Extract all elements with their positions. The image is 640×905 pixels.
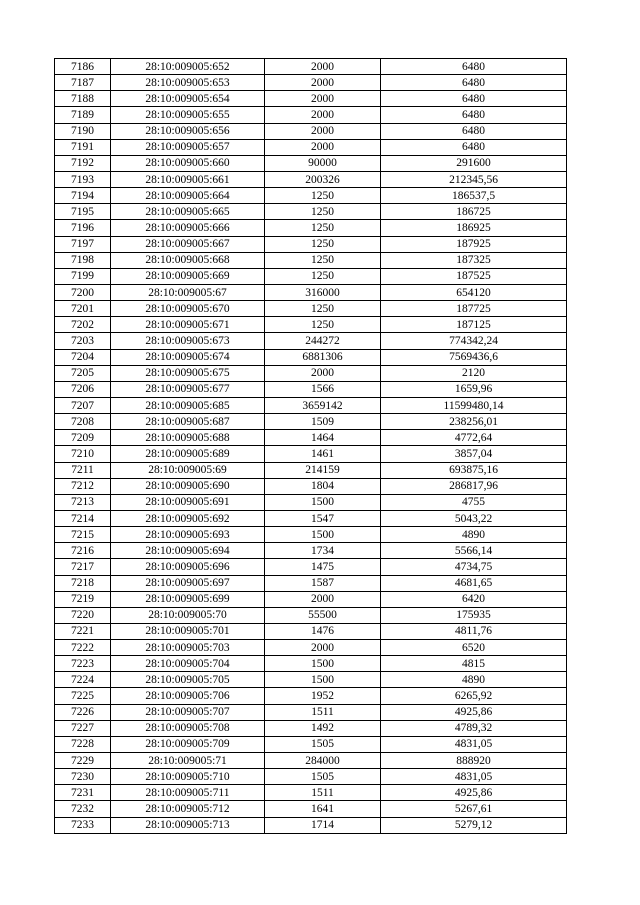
area-cell: 3659142 [265, 397, 381, 413]
cadastral-number-cell: 28:10:009005:697 [111, 575, 265, 591]
area-cell: 1250 [265, 236, 381, 252]
cadastral-number-cell: 28:10:009005:654 [111, 91, 265, 107]
cadastral-number-cell: 28:10:009005:666 [111, 220, 265, 236]
value-cell: 291600 [381, 155, 567, 171]
cadastral-number-cell: 28:10:009005:692 [111, 510, 265, 526]
cadastral-number-cell: 28:10:009005:706 [111, 688, 265, 704]
table-row [55, 607, 567, 623]
value-cell: 654120 [381, 284, 567, 300]
cadastral-number-cell: 28:10:009005:660 [111, 155, 265, 171]
row-number-cell: 7193 [55, 171, 111, 187]
area-cell: 90000 [265, 155, 381, 171]
area-cell: 2000 [265, 139, 381, 155]
row-number-cell: 7187 [55, 75, 111, 91]
cadastral-number-cell: 28:10:009005:685 [111, 397, 265, 413]
area-cell: 1250 [265, 252, 381, 268]
area-cell: 1492 [265, 720, 381, 736]
area-cell: 1250 [265, 204, 381, 220]
value-cell: 774342,24 [381, 333, 567, 349]
cadastral-number-cell: 28:10:009005:709 [111, 736, 265, 752]
table-row [55, 414, 567, 430]
area-cell: 1476 [265, 623, 381, 639]
cadastral-number-cell: 28:10:009005:704 [111, 656, 265, 672]
area-cell: 1461 [265, 446, 381, 462]
cadastral-number-cell: 28:10:009005:705 [111, 672, 265, 688]
table-row [55, 591, 567, 607]
row-number-cell: 7204 [55, 349, 111, 365]
row-number-cell: 7230 [55, 769, 111, 785]
area-cell: 1587 [265, 575, 381, 591]
cadastral-number-cell: 28:10:009005:668 [111, 252, 265, 268]
value-cell: 238256,01 [381, 414, 567, 430]
table-row [55, 268, 567, 284]
row-number-cell: 7192 [55, 155, 111, 171]
area-cell: 1734 [265, 543, 381, 559]
row-number-cell: 7224 [55, 672, 111, 688]
value-cell: 1659,96 [381, 381, 567, 397]
value-cell: 6480 [381, 139, 567, 155]
value-cell: 175935 [381, 607, 567, 623]
row-number-cell: 7211 [55, 462, 111, 478]
value-cell: 4831,05 [381, 736, 567, 752]
value-cell: 6420 [381, 591, 567, 607]
value-cell: 5566,14 [381, 543, 567, 559]
row-number-cell: 7225 [55, 688, 111, 704]
value-cell: 187325 [381, 252, 567, 268]
row-number-cell: 7195 [55, 204, 111, 220]
row-number-cell: 7223 [55, 656, 111, 672]
table-row [55, 155, 567, 171]
row-number-cell: 7203 [55, 333, 111, 349]
table-row [55, 559, 567, 575]
row-number-cell: 7228 [55, 736, 111, 752]
area-cell: 1511 [265, 704, 381, 720]
table-row [55, 462, 567, 478]
row-number-cell: 7201 [55, 301, 111, 317]
cadastral-number-cell: 28:10:009005:677 [111, 381, 265, 397]
cadastral-number-cell: 28:10:009005:656 [111, 123, 265, 139]
table-row [55, 204, 567, 220]
value-cell: 4890 [381, 672, 567, 688]
area-cell: 1500 [265, 494, 381, 510]
value-cell: 4734,75 [381, 559, 567, 575]
row-number-cell: 7213 [55, 494, 111, 510]
row-number-cell: 7227 [55, 720, 111, 736]
row-number-cell: 7209 [55, 430, 111, 446]
cadastral-number-cell: 28:10:009005:699 [111, 591, 265, 607]
value-cell: 4890 [381, 527, 567, 543]
cadastral-number-cell: 28:10:009005:689 [111, 446, 265, 462]
area-cell: 2000 [265, 75, 381, 91]
table-row [55, 575, 567, 591]
cadastral-number-cell: 28:10:009005:653 [111, 75, 265, 91]
table-row [55, 817, 567, 833]
table-row [55, 640, 567, 656]
cadastral-number-cell: 28:10:009005:669 [111, 268, 265, 284]
row-number-cell: 7190 [55, 123, 111, 139]
table-row [55, 91, 567, 107]
value-cell: 5267,61 [381, 801, 567, 817]
table-row [55, 543, 567, 559]
value-cell: 6265,92 [381, 688, 567, 704]
area-cell: 1464 [265, 430, 381, 446]
row-number-cell: 7208 [55, 414, 111, 430]
row-number-cell: 7197 [55, 236, 111, 252]
cadastral-number-cell: 28:10:009005:657 [111, 139, 265, 155]
cadastral-number-cell: 28:10:009005:703 [111, 640, 265, 656]
value-cell: 4681,65 [381, 575, 567, 591]
table-row [55, 672, 567, 688]
value-cell: 4815 [381, 656, 567, 672]
cadastral-number-cell: 28:10:009005:711 [111, 785, 265, 801]
table-row [55, 349, 567, 365]
table-body [55, 59, 567, 834]
table-row [55, 769, 567, 785]
table-row [55, 510, 567, 526]
value-cell: 4925,86 [381, 785, 567, 801]
row-number-cell: 7189 [55, 107, 111, 123]
cadastral-number-cell: 28:10:009005:701 [111, 623, 265, 639]
value-cell: 4925,86 [381, 704, 567, 720]
area-cell: 200326 [265, 171, 381, 187]
cadastral-number-cell: 28:10:009005:707 [111, 704, 265, 720]
table-row [55, 656, 567, 672]
cadastral-number-cell: 28:10:009005:664 [111, 188, 265, 204]
area-cell: 1475 [265, 559, 381, 575]
table-row [55, 301, 567, 317]
table-row [55, 753, 567, 769]
row-number-cell: 7199 [55, 268, 111, 284]
table-row [55, 365, 567, 381]
table-row [55, 123, 567, 139]
cadastral-number-cell: 28:10:009005:671 [111, 317, 265, 333]
cadastral-number-cell: 28:10:009005:661 [111, 171, 265, 187]
row-number-cell: 7215 [55, 527, 111, 543]
cadastral-number-cell: 28:10:009005:694 [111, 543, 265, 559]
area-cell: 1641 [265, 801, 381, 817]
value-cell: 888920 [381, 753, 567, 769]
row-number-cell: 7207 [55, 397, 111, 413]
value-cell: 6480 [381, 59, 567, 75]
table-row [55, 236, 567, 252]
area-cell: 244272 [265, 333, 381, 349]
row-number-cell: 7233 [55, 817, 111, 833]
table-row [55, 284, 567, 300]
cadastral-number-cell: 28:10:009005:675 [111, 365, 265, 381]
table-row [55, 188, 567, 204]
area-cell: 1500 [265, 672, 381, 688]
area-cell: 2000 [265, 91, 381, 107]
table-row [55, 688, 567, 704]
table-row [55, 107, 567, 123]
row-number-cell: 7206 [55, 381, 111, 397]
table-row [55, 139, 567, 155]
row-number-cell: 7222 [55, 640, 111, 656]
cadastral-number-cell: 28:10:009005:67 [111, 284, 265, 300]
row-number-cell: 7217 [55, 559, 111, 575]
table-row [55, 446, 567, 462]
value-cell: 693875,16 [381, 462, 567, 478]
row-number-cell: 7205 [55, 365, 111, 381]
row-number-cell: 7210 [55, 446, 111, 462]
value-cell: 4755 [381, 494, 567, 510]
area-cell: 2000 [265, 591, 381, 607]
table-row [55, 381, 567, 397]
cadastral-number-cell: 28:10:009005:665 [111, 204, 265, 220]
value-cell: 5279,12 [381, 817, 567, 833]
row-number-cell: 7198 [55, 252, 111, 268]
area-cell: 1250 [265, 317, 381, 333]
row-number-cell: 7196 [55, 220, 111, 236]
table-row [55, 720, 567, 736]
table-row [55, 59, 567, 75]
area-cell: 2000 [265, 107, 381, 123]
value-cell: 6520 [381, 640, 567, 656]
table-row [55, 171, 567, 187]
area-cell: 1250 [265, 220, 381, 236]
cadastral-number-cell: 28:10:009005:674 [111, 349, 265, 365]
area-cell: 1511 [265, 785, 381, 801]
area-cell: 1509 [265, 414, 381, 430]
value-cell: 4831,05 [381, 769, 567, 785]
area-cell: 1500 [265, 656, 381, 672]
row-number-cell: 7214 [55, 510, 111, 526]
row-number-cell: 7216 [55, 543, 111, 559]
area-cell: 1250 [265, 268, 381, 284]
row-number-cell: 7188 [55, 91, 111, 107]
value-cell: 2120 [381, 365, 567, 381]
row-number-cell: 7212 [55, 478, 111, 494]
area-cell: 2000 [265, 640, 381, 656]
area-cell: 316000 [265, 284, 381, 300]
area-cell: 1566 [265, 381, 381, 397]
table-row [55, 430, 567, 446]
table-row [55, 220, 567, 236]
value-cell: 4772,64 [381, 430, 567, 446]
cadastral-number-cell: 28:10:009005:673 [111, 333, 265, 349]
row-number-cell: 7226 [55, 704, 111, 720]
value-cell: 7569436,6 [381, 349, 567, 365]
value-cell: 186537,5 [381, 188, 567, 204]
row-number-cell: 7202 [55, 317, 111, 333]
row-number-cell: 7219 [55, 591, 111, 607]
table-row [55, 333, 567, 349]
value-cell: 5043,22 [381, 510, 567, 526]
value-cell: 6480 [381, 91, 567, 107]
area-cell: 55500 [265, 607, 381, 623]
land-plots-table [54, 58, 567, 834]
row-number-cell: 7220 [55, 607, 111, 623]
value-cell: 212345,56 [381, 171, 567, 187]
cadastral-number-cell: 28:10:009005:71 [111, 753, 265, 769]
cadastral-number-cell: 28:10:009005:690 [111, 478, 265, 494]
table-row [55, 704, 567, 720]
cadastral-number-cell: 28:10:009005:670 [111, 301, 265, 317]
area-cell: 1547 [265, 510, 381, 526]
value-cell: 187125 [381, 317, 567, 333]
row-number-cell: 7191 [55, 139, 111, 155]
row-number-cell: 7229 [55, 753, 111, 769]
table-row [55, 527, 567, 543]
value-cell: 3857,04 [381, 446, 567, 462]
cadastral-number-cell: 28:10:009005:708 [111, 720, 265, 736]
table-row [55, 75, 567, 91]
table-row [55, 317, 567, 333]
area-cell: 1250 [265, 301, 381, 317]
cadastral-number-cell: 28:10:009005:693 [111, 527, 265, 543]
value-cell: 4811,76 [381, 623, 567, 639]
value-cell: 187725 [381, 301, 567, 317]
area-cell: 1250 [265, 188, 381, 204]
row-number-cell: 7218 [55, 575, 111, 591]
value-cell: 286817,96 [381, 478, 567, 494]
value-cell: 11599480,14 [381, 397, 567, 413]
value-cell: 187525 [381, 268, 567, 284]
value-cell: 6480 [381, 75, 567, 91]
table-row [55, 736, 567, 752]
cadastral-number-cell: 28:10:009005:687 [111, 414, 265, 430]
area-cell: 214159 [265, 462, 381, 478]
row-number-cell: 7221 [55, 623, 111, 639]
table-row [55, 478, 567, 494]
area-cell: 1804 [265, 478, 381, 494]
cadastral-number-cell: 28:10:009005:713 [111, 817, 265, 833]
area-cell: 1952 [265, 688, 381, 704]
cadastral-number-cell: 28:10:009005:691 [111, 494, 265, 510]
cadastral-number-cell: 28:10:009005:696 [111, 559, 265, 575]
cadastral-number-cell: 28:10:009005:667 [111, 236, 265, 252]
table-row [55, 801, 567, 817]
table-row [55, 494, 567, 510]
table-row [55, 785, 567, 801]
row-number-cell: 7200 [55, 284, 111, 300]
area-cell: 1500 [265, 527, 381, 543]
cadastral-number-cell: 28:10:009005:688 [111, 430, 265, 446]
area-cell: 2000 [265, 123, 381, 139]
value-cell: 186725 [381, 204, 567, 220]
table-row [55, 252, 567, 268]
value-cell: 4789,32 [381, 720, 567, 736]
cadastral-number-cell: 28:10:009005:70 [111, 607, 265, 623]
area-cell: 1505 [265, 736, 381, 752]
area-cell: 2000 [265, 59, 381, 75]
area-cell: 1714 [265, 817, 381, 833]
cadastral-number-cell: 28:10:009005:69 [111, 462, 265, 478]
cadastral-number-cell: 28:10:009005:712 [111, 801, 265, 817]
row-number-cell: 7231 [55, 785, 111, 801]
table-row [55, 623, 567, 639]
area-cell: 2000 [265, 365, 381, 381]
value-cell: 186925 [381, 220, 567, 236]
row-number-cell: 7232 [55, 801, 111, 817]
area-cell: 284000 [265, 753, 381, 769]
value-cell: 6480 [381, 107, 567, 123]
cadastral-number-cell: 28:10:009005:652 [111, 59, 265, 75]
cadastral-number-cell: 28:10:009005:655 [111, 107, 265, 123]
cadastral-number-cell: 28:10:009005:710 [111, 769, 265, 785]
value-cell: 6480 [381, 123, 567, 139]
area-cell: 6881306 [265, 349, 381, 365]
table-row [55, 397, 567, 413]
area-cell: 1505 [265, 769, 381, 785]
value-cell: 187925 [381, 236, 567, 252]
row-number-cell: 7186 [55, 59, 111, 75]
row-number-cell: 7194 [55, 188, 111, 204]
